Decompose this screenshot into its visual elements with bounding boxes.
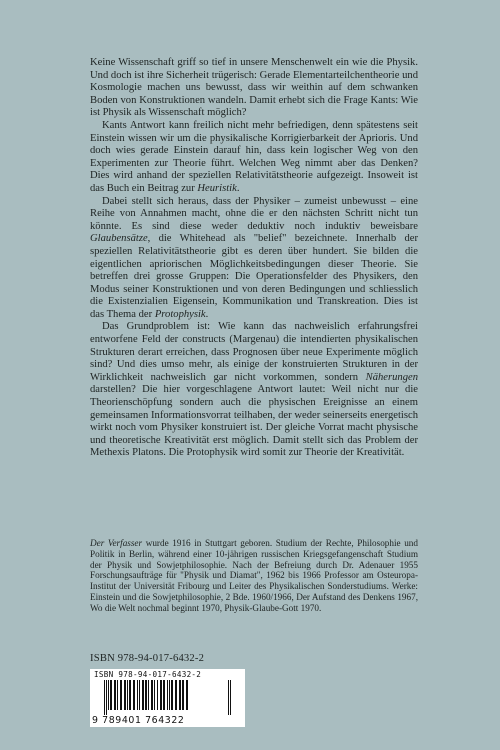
paragraph-2 xyxy=(90,120,418,196)
barcode-isbn-header: ISBN 978-94-017-6432-2 xyxy=(94,670,202,679)
paragraph-4-text-b: darstellen? Die hier vorgeschlagene Antwort lautet: Weil nicht nur die Theorienschöpfung sondern auch die physischen Ereignisse an einem gemeinsamen Informationsvorrat teilhaben, der weder seinerseits energetisch wirkt noch vom Physiker konstruiert ist. Der gleiche Vorrat macht physische und theoretische Kreativität erst möglich. Damit stellt sich das Problem der Methexis Platons. Die Protophysik wird somit zur Theorie der Kreativität. xyxy=(90,384,418,459)
author-bio-paragraph xyxy=(90,538,418,614)
paragraph-2-text: Kants Antwort kann freilich nicht mehr befriedigen, denn spätestens seit Einstein wissen wir um die physikalische Korrigierbarkeit der Aprioris. Und doch wies gerade Einstein darauf hin, dass kein logischer Weg von den Experimenten zur Theorie führt. Welchen Weg nimmt aber das Denken? Dies wird anhand der speziellen Relativitätstheorie aufgezeigt. Insoweit ist das Buch ein Beitrag zur xyxy=(90,119,418,194)
barcode-bar xyxy=(139,680,140,710)
paragraph-3 xyxy=(90,196,418,322)
barcode-bar xyxy=(106,680,107,715)
barcode-bar xyxy=(114,680,116,710)
paragraph-3-end: . xyxy=(205,308,209,320)
barcode-bar xyxy=(228,680,229,715)
barcode-bar xyxy=(230,680,231,715)
paragraph-1-text: Keine Wissenschaft griff so tief in unsere Menschenwelt ein wie die Physik. Und doch ist ihre Sicherheit trügerisch: Gerade Elementarteilchentheorie und Kosmologie machen uns bewusst, dass wir weithin auf dem schwanken Boden von Konstruktionen wandeln. Damit erhebt sich die Frage Kants: Wie ist Physik als Wissenschaft möglich? xyxy=(90,57,418,119)
barcode-bar xyxy=(117,680,118,710)
author-bio xyxy=(90,538,418,614)
barcode-bar xyxy=(148,680,149,710)
barcode-bar xyxy=(127,680,128,710)
paragraph-3-text: Dabei stellt sich heraus, dass der Physiker – zumeist unbewusst – eine Reihe von Annahmen macht, ohne die er den nächsten Schritt nicht tun könnte. Es sind diese weder deduktiv noch induktiv beweisbare xyxy=(90,195,418,232)
barcode-bars-icon xyxy=(104,680,232,715)
paragraph-2-end: . xyxy=(236,182,240,194)
barcode-bar xyxy=(169,680,170,710)
barcode-bar xyxy=(137,680,138,710)
paragraph-2-emphasis: Heuristik xyxy=(197,182,237,194)
barcode-bar xyxy=(160,680,162,710)
paragraph-4-emphasis: Näherungen xyxy=(365,371,418,383)
author-bio-text: wurde 1916 in Stuttgart geboren. Studium der Rechte, Philosophie und Politik in Berlin, während einer 10-jährigen russischen Kriegsgefangenschaft Studium der Physik und Sowjetphilosophie. Nach der Befreiung durch Dr. Adenauer 1955 Forschungsaufträge für "Physik und Diamat", 1962 bis 1966 Professor am Osteuropa-Institut der Universität Fribourg und Leiter des Physikalischen Sonderstudiums. Werke: Einstein und die Sowjetphilosophie, 2 Bde. 1960/1966, Der Aufstand des Denkens 1967, Wo die Welt nochmal beginnt 1970, Physik-Glaube-Gott 1970. xyxy=(90,538,418,613)
barcode-bar xyxy=(167,680,168,710)
barcode-bar xyxy=(163,680,165,710)
barcode-bar xyxy=(175,680,177,710)
barcode-bar xyxy=(171,680,173,710)
barcode-bar xyxy=(182,680,184,710)
paragraph-4 xyxy=(90,321,418,460)
barcode-bar xyxy=(142,680,144,710)
paragraph-1 xyxy=(90,57,418,120)
barcode-bar xyxy=(186,680,188,710)
barcode-bar xyxy=(154,680,155,710)
barcode-bar xyxy=(120,680,122,710)
paragraph-3-emphasis-2: Protophysik xyxy=(154,308,206,320)
paragraph-3-emphasis: Glaubensätze xyxy=(90,233,148,245)
barcode-bar xyxy=(179,680,181,710)
barcode-bar xyxy=(151,680,153,710)
barcode-digits: 9 789401 764322 xyxy=(92,715,185,726)
paragraph-4-text: Das Grundproblem ist: Wie kann das nachweislich erfahrungsfrei entworfene Feld der constructs (Margenau) die intendierten physikalischen Strukturen derart erreichen, dass Prognosen über neue Experimente möglich sind? Und dies umso mehr, als einige der konstruierten Strukturen in der Wirklichkeit nachweislich gar nicht vorkommen, sondern xyxy=(90,321,418,383)
author-bio-lead: Der Verfasser xyxy=(90,538,143,548)
isbn-label: ISBN 978-94-017-6432-2 xyxy=(90,653,205,664)
barcode-bar xyxy=(129,680,131,710)
barcode-bar xyxy=(110,680,112,710)
blurb-text xyxy=(90,57,418,460)
barcode-bar xyxy=(104,680,105,715)
barcode-bar xyxy=(145,680,147,710)
barcode-bar xyxy=(124,680,126,710)
barcode xyxy=(90,669,245,727)
barcode-bar xyxy=(157,680,158,710)
barcode-bar xyxy=(108,680,109,710)
paragraph-3-text-b: , die Whitehead als "belief" bezeichnete. Innerhalb der speziellen Relativitätstheorie gibt es deren über hundert. Sie bilden die eigentlichen apriorischen Möglichkeitsbedingungen dieser Theorie. Sie betreffen drei grosse Gruppen: Die Operationsfelder des Physikers, den Modus seiner Konstruktionen und von deren Bedingungen und schliesslich die Existenzialien Eigensein, Kommunikation und Transkreation. Dies ist das Thema der xyxy=(90,233,418,320)
barcode-bar xyxy=(133,680,135,710)
